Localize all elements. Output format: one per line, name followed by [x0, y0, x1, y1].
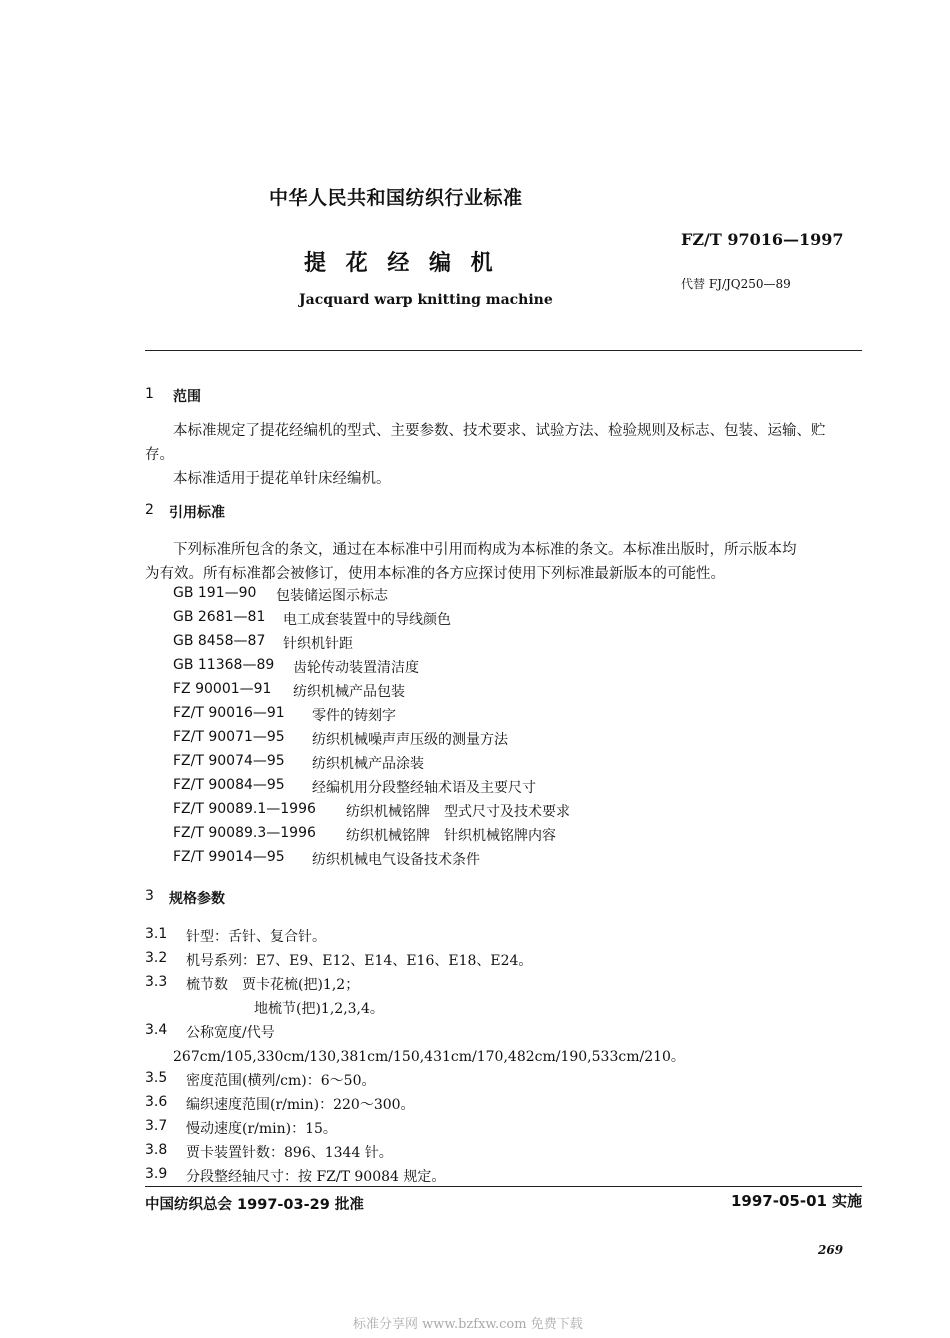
ref-code: GB 8458—87	[173, 633, 266, 649]
item-text: 贾卡装置针数：896、1344 针。	[186, 1145, 393, 1161]
header-rule	[145, 350, 862, 351]
item-text: 密度范围(横列/cm)：6～50。	[186, 1073, 376, 1089]
item-number: 3.4	[145, 1022, 168, 1038]
ref-code: FZ/T 99014—95	[173, 849, 285, 865]
ref-code: GB 191—90	[173, 585, 257, 601]
section3-number: 3	[145, 888, 154, 904]
section2-intro-line1: 下列标准所包含的条文，通过在本标准中引用而构成为本标准的条文。本标准出版时，所示版本均	[173, 542, 797, 558]
ref-code: FZ/T 90089.1—1996	[173, 801, 316, 817]
item-number: 3.5	[145, 1070, 168, 1086]
item-text: 编织速度范围(r/min)：220～300。	[186, 1097, 415, 1113]
ref-title: 纺织机械产品包装	[293, 684, 405, 700]
ref-code: FZ/T 90074—95	[173, 753, 285, 769]
section1-number: 1	[145, 386, 154, 402]
ref-title: 纺织机械铭牌 型式尺寸及技术要求	[346, 804, 570, 820]
replaces-note: 代替 FJ/JQ250—89	[681, 277, 791, 291]
item-text: 机号系列：E7、E9、E12、E14、E16、E18、E24。	[186, 953, 533, 969]
org-title: 中华人民共和国纺织行业标准	[269, 187, 523, 209]
title-en: Jacquard warp knitting machine	[299, 292, 553, 308]
item-text: 慢动速度(r/min)：15。	[186, 1121, 337, 1137]
ref-title: 零件的铸刻字	[312, 708, 396, 724]
section2-number: 2	[145, 502, 154, 518]
ref-title: 经编机用分段整经轴术语及主要尺寸	[312, 780, 536, 796]
ref-title: 针织机针距	[283, 636, 353, 652]
ref-code: GB 11368—89	[173, 657, 275, 673]
section1-heading: 范围	[173, 389, 201, 405]
effective-date: 1997-05-01 实施	[731, 1192, 863, 1210]
footer-rule	[145, 1186, 862, 1187]
section2-intro-line2: 为有效。所有标准都会被修订，使用本标准的各方应探讨使用下列标准最新版本的可能性。	[145, 566, 725, 582]
ref-title: 纺织机械噪声声压级的测量方法	[312, 732, 508, 748]
item-text: 梳节数 贾卡花梳(把)1,2；	[186, 977, 360, 993]
ref-code: FZ/T 90089.3—1996	[173, 825, 316, 841]
ref-code: FZ/T 90084—95	[173, 777, 285, 793]
ref-title: 齿轮传动装置清洁度	[293, 660, 419, 676]
item-number: 3.6	[145, 1094, 168, 1110]
watermark-text: 标准分享网 www.bzfxw.com 免费下载	[353, 1317, 583, 1332]
standard-number: FZ/T 97016—1997	[681, 230, 844, 249]
ref-title: 纺织机械电气设备技术条件	[312, 852, 480, 868]
item-number: 3.3	[145, 974, 168, 990]
section2-heading: 引用标准	[169, 505, 225, 521]
section3-heading: 规格参数	[169, 891, 225, 907]
section1-para1-line2: 存。	[145, 447, 174, 463]
item-text: 分段整经轴尺寸：按 FZ/T 90084 规定。	[186, 1169, 446, 1185]
ref-code: FZ/T 90016—91	[173, 705, 285, 721]
ref-code: GB 2681—81	[173, 609, 266, 625]
ref-title: 纺织机械产品涂装	[312, 756, 424, 772]
ref-title: 包装储运图示标志	[276, 588, 388, 604]
ref-title: 电工成套装置中的导线颜色	[283, 612, 451, 628]
section1-para2: 本标准适用于提花单针床经编机。	[173, 471, 391, 487]
item-number: 3.1	[145, 926, 168, 942]
ref-code: FZ 90001—91	[173, 681, 272, 697]
item-text: 针型：舌针、复合针。	[186, 929, 326, 945]
page-number: 269	[818, 1243, 844, 1257]
item-number: 3.8	[145, 1142, 168, 1158]
section1-para1-line1: 本标准规定了提花经编机的型式、主要参数、技术要求、试验方法、检验规则及标志、包装、运输、贮	[173, 423, 826, 439]
ref-title: 纺织机械铭牌 针织机械铭牌内容	[346, 828, 556, 844]
item-text: 公称宽度/代号	[186, 1025, 275, 1041]
item-number: 3.9	[145, 1166, 168, 1182]
issuer-approval: 中国纺织总会 1997-03-29 批准	[145, 1197, 364, 1213]
item-text-continued: 267cm/105,330cm/130,381cm/150,431cm/170,482cm/190,533cm/210。	[173, 1049, 685, 1065]
item-text-continued: 地梳节(把)1,2,3,4。	[254, 1001, 384, 1017]
item-number: 3.7	[145, 1118, 168, 1134]
ref-code: FZ/T 90071—95	[173, 729, 285, 745]
title-cn: 提 花 经 编 机	[304, 251, 499, 276]
item-number: 3.2	[145, 950, 168, 966]
